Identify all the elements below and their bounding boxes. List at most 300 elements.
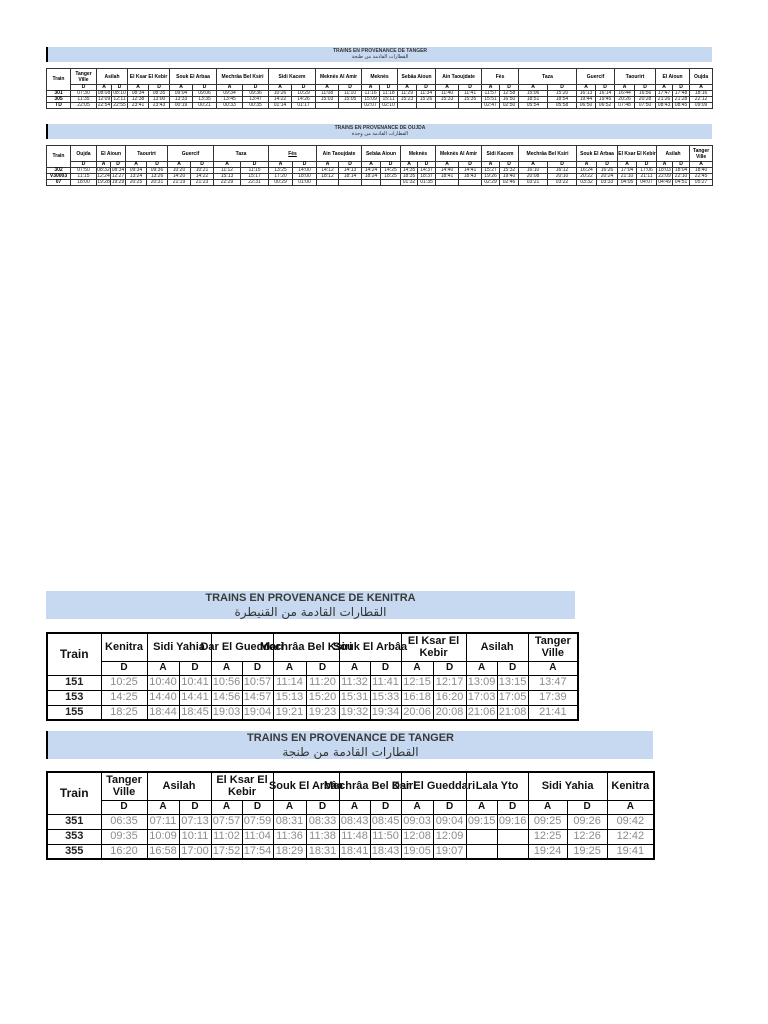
station-name: El Ksar El Kebir: [216, 774, 268, 799]
station-header: [269, 146, 317, 162]
arrival-label: A: [436, 162, 459, 168]
arrival-label: A: [607, 800, 654, 814]
departure-label: D: [101, 800, 147, 814]
time-cell: 10:56: [212, 676, 241, 688]
time-cell: 03:22: [548, 180, 577, 186]
time-cell: 06:35: [101, 814, 147, 829]
time-cell: [497, 844, 528, 859]
departure-label: D: [673, 85, 690, 91]
train-number: 305: [47, 97, 71, 103]
station-header: [126, 146, 168, 162]
train-number: TD: [47, 103, 71, 109]
time-cell: 21:11: [637, 174, 657, 180]
departure-label: D: [637, 162, 657, 168]
departure-label: D: [381, 162, 401, 168]
train-column-header: Train: [47, 772, 101, 814]
time-cell: 12:11: [113, 96, 126, 102]
time-cell: 13:25: [269, 168, 293, 174]
timetable-tanger-kenitra: [46, 771, 655, 860]
time-cell: 14:13: [339, 168, 362, 174]
time-cell: 10:29: [292, 91, 316, 97]
subheader-row: [47, 800, 654, 814]
time-cell: [497, 829, 528, 844]
time-cell: 02:29: [482, 180, 500, 186]
arrival-label: A: [170, 85, 193, 91]
time-cell: 20:10: [548, 174, 577, 180]
departure-label: D: [179, 800, 211, 814]
time-cell: 18:43: [370, 844, 401, 859]
time-cell: 20:22: [577, 174, 597, 180]
arrival-label: A: [273, 661, 306, 675]
train-number: 301: [47, 91, 71, 97]
time-cell: 19:34: [370, 705, 401, 720]
station-header: [690, 146, 713, 162]
station-name: Dar El Gueddari: [392, 780, 476, 793]
arrival-label: A: [214, 162, 241, 168]
arrival-label: A: [147, 800, 179, 814]
time-cell: 13:47: [243, 97, 269, 103]
time-cell: 22:54: [97, 102, 111, 108]
time-cell: 12:38: [128, 97, 149, 103]
station-header: [519, 146, 577, 162]
arrival-label: A: [690, 162, 713, 168]
station-header: [217, 69, 269, 85]
time-cell: [417, 103, 436, 109]
time-cell: 12:58: [500, 91, 519, 97]
arrival-label: A: [339, 800, 370, 814]
station-name: Asilah: [104, 73, 120, 80]
time-cell: 03:21: [519, 180, 548, 186]
arrival-label: A: [362, 162, 381, 168]
arrival-label: A: [217, 85, 243, 91]
station-header: [401, 633, 466, 661]
departure-label: D: [71, 85, 97, 91]
time-cell: 11:12: [214, 168, 241, 174]
departure-label: D: [500, 162, 519, 168]
time-cell: 23:41: [128, 103, 149, 109]
time-cell: 13:00: [149, 97, 170, 103]
time-cell: 19:29: [111, 179, 125, 185]
arrival-label: A: [147, 661, 179, 675]
station-name: Ain Taoujdate: [442, 73, 475, 80]
station-header: [618, 146, 657, 162]
time-cell: 22:05: [71, 103, 97, 109]
departure-label: D: [433, 661, 466, 675]
train-column-header: Train: [47, 633, 101, 675]
departure-label: D: [497, 661, 528, 675]
arrival-label: A: [656, 85, 673, 91]
time-cell: 13:09: [467, 676, 496, 688]
station-name: Souk El Arbâa: [332, 641, 408, 654]
arrival-label: A: [577, 85, 596, 91]
time-cell: 11:38: [306, 829, 339, 844]
station-header: [466, 633, 528, 661]
station-name: Tanger Ville: [692, 147, 710, 160]
time-cell: 14:25: [101, 690, 147, 705]
departure-label: D: [193, 85, 217, 91]
time-cell: 12:08: [401, 829, 433, 844]
timetable: [46, 632, 579, 721]
time-cell: 19:41: [607, 844, 654, 859]
time-cell: 19:28: [97, 179, 110, 185]
time-cell: 10:40: [147, 675, 179, 690]
time-cell: 20:25: [126, 180, 147, 186]
station-name: Taza: [235, 150, 247, 157]
arrival-label: A: [401, 800, 433, 814]
title-bar: [46, 731, 653, 759]
station-header: [615, 69, 656, 85]
time-cell: 18:41: [436, 174, 459, 180]
time-cell: 08:45: [371, 815, 400, 827]
departure-label: D: [380, 85, 398, 91]
arrival-label: A: [339, 661, 370, 675]
arrival-label: A: [401, 661, 433, 675]
time-cell: 01:14: [269, 103, 292, 109]
time-cell: 19:32: [339, 705, 370, 720]
time-cell: 08:43: [340, 815, 369, 827]
time-cell: [339, 180, 362, 186]
time-cell: 16:13: [577, 91, 596, 97]
station-name: Mechrâa Bel Ksiri: [259, 641, 353, 654]
time-cell: 21:06: [466, 705, 497, 720]
time-cell: 18:35: [401, 174, 418, 180]
time-cell: 13:35: [193, 97, 217, 103]
time-cell: 11:04: [242, 829, 273, 844]
time-cell: 18:24: [362, 174, 381, 180]
time-cell: 18:00: [71, 180, 97, 186]
time-cell: 15:05: [339, 97, 362, 103]
table-row: [47, 705, 578, 720]
departure-label: D: [179, 661, 211, 675]
station-name: Kenitra: [611, 780, 650, 793]
time-cell: 08:08: [97, 90, 111, 96]
train-number: 355: [47, 844, 101, 859]
station-name: Sidi Yahia: [153, 641, 205, 654]
station-name: Oujda: [76, 150, 91, 157]
time-cell: 21:41: [528, 705, 578, 720]
time-cell: 22:55: [113, 102, 126, 108]
time-cell: 15:03: [316, 97, 339, 103]
time-cell: [459, 103, 482, 109]
time-cell: 09:25: [528, 814, 567, 829]
table-row: [47, 690, 578, 705]
time-cell: 07:48: [615, 103, 635, 109]
time-cell: 18:43: [459, 174, 482, 180]
departure-label: D: [417, 85, 436, 91]
station-name: Lala Yto: [475, 780, 519, 793]
time-cell: 01:00: [293, 180, 317, 186]
time-cell: 21:28: [673, 97, 690, 103]
time-cell: 14:25: [381, 168, 401, 174]
time-cell: 09:04: [170, 91, 193, 97]
time-cell: 15:31: [340, 691, 369, 703]
time-cell: 17:52: [211, 844, 242, 859]
header-row: [47, 69, 713, 85]
time-cell: 03:33: [597, 180, 618, 186]
station-name: Asilah: [162, 780, 196, 793]
arrival-label: A: [690, 85, 713, 91]
station-name: Mechrâa Bel Ksiri: [526, 150, 569, 157]
time-cell: 10:26: [269, 91, 292, 97]
time-cell: 14:41: [179, 690, 211, 705]
time-cell: 15:23: [398, 97, 417, 103]
departure-label: D: [497, 800, 528, 814]
time-cell: 04:07: [637, 180, 657, 186]
departure-label: D: [459, 162, 482, 168]
time-cell: 19:05: [401, 844, 433, 859]
station-header: [128, 69, 170, 85]
time-cell: 14:24: [362, 168, 381, 174]
time-cell: 11:36: [273, 829, 306, 844]
time-cell: 16:44: [615, 91, 635, 97]
time-cell: 17:04: [618, 168, 637, 174]
train-number: 153: [47, 690, 101, 705]
station-header: [317, 146, 362, 162]
time-cell: 02:47: [482, 103, 500, 109]
arrival-label: A: [482, 162, 500, 168]
time-cell: 11:57: [482, 91, 500, 97]
time-cell: 14:37: [418, 168, 436, 174]
time-cell: 20:08: [433, 705, 466, 720]
station-name: Fès: [495, 73, 505, 80]
station-name: Asilah: [480, 641, 514, 654]
arrival-label: A: [97, 85, 112, 91]
time-cell: 11:10: [339, 91, 362, 97]
station-name: Meknès: [408, 150, 428, 157]
time-cell: 11:16: [362, 91, 380, 97]
departure-label: D: [306, 661, 339, 675]
departure-label: D: [149, 85, 170, 91]
station-name: Sebâa Aioun: [365, 150, 397, 157]
timetable: [46, 145, 713, 186]
time-cell: 11:35: [71, 97, 97, 103]
station-name: Souk El Arbaa: [176, 73, 210, 80]
station-name: Tanger Ville: [534, 635, 571, 660]
time-cell: 19:04: [242, 705, 273, 720]
time-cell: 17:54: [242, 844, 273, 859]
time-cell: 02:07: [362, 103, 380, 109]
table-row: [47, 829, 654, 844]
station-header: [332, 633, 408, 661]
time-cell: [362, 180, 381, 186]
table-row: [47, 180, 713, 186]
time-cell: 15:11: [380, 97, 398, 103]
station-name: Tanger Ville: [75, 70, 92, 83]
time-cell: 18:16: [690, 91, 713, 97]
station-header: [466, 772, 528, 800]
time-cell: 00:19: [170, 103, 193, 109]
arrival-label: A: [362, 85, 380, 91]
time-cell: 14:56: [212, 691, 241, 703]
time-cell: 15:06: [519, 91, 548, 97]
time-cell: 00:21: [193, 103, 217, 109]
time-cell: 15:09: [362, 97, 380, 103]
station-header: [97, 146, 126, 162]
arrival-label: A: [128, 85, 149, 91]
time-cell: 07:59: [243, 815, 272, 827]
time-cell: 11:48: [339, 829, 370, 844]
station-name: Sidi Yahia: [541, 780, 594, 793]
time-cell: [466, 844, 497, 859]
time-cell: 20:06: [401, 705, 433, 720]
time-cell: 15:51: [482, 97, 500, 103]
departure-label: D: [597, 162, 618, 168]
time-cell: 12:42: [607, 829, 654, 844]
time-cell: 09:35: [101, 829, 147, 844]
station-header: [392, 772, 476, 800]
time-cell: 01:35: [418, 180, 436, 186]
time-cell: 18:54: [548, 97, 577, 103]
station-header: [168, 146, 214, 162]
time-cell: 08:33: [306, 814, 339, 829]
time-cell: 10:09: [147, 829, 179, 844]
time-cell: 15:13: [214, 174, 241, 180]
timetable: [46, 771, 655, 860]
time-cell: 14:40: [436, 168, 459, 174]
time-cell: 16:10: [519, 168, 548, 174]
time-cell: 08:34: [128, 91, 149, 97]
station-header: [101, 633, 147, 661]
station-name: El Aioun: [100, 150, 122, 157]
arrival-label: A: [466, 661, 497, 675]
time-cell: 02:50: [500, 103, 519, 109]
time-cell: 13:26: [147, 174, 168, 180]
table-title-arabic: القطارات القادمة من وجدة: [351, 131, 409, 137]
time-cell: 07:11: [147, 814, 179, 829]
time-cell: 05:54: [519, 103, 548, 109]
time-cell: [466, 829, 497, 844]
time-cell: 15:32: [500, 168, 519, 174]
timetable-oujda-tanger: [46, 145, 713, 186]
time-cell: 18:03: [658, 167, 671, 173]
departure-label: D: [242, 661, 273, 675]
time-cell: 14:20: [168, 174, 191, 180]
time-cell: 17:00: [179, 844, 211, 859]
train-number: 155: [47, 705, 101, 720]
time-cell: 16:50: [500, 97, 519, 103]
time-cell: 18:00: [293, 174, 317, 180]
departure-label: D: [418, 162, 436, 168]
time-cell: 15:33: [371, 691, 400, 703]
arrival-label: A: [519, 162, 548, 168]
time-cell: 16:20: [433, 690, 466, 705]
station-name: El Ksar El Kebir: [129, 73, 168, 80]
departure-label: D: [191, 162, 214, 168]
departure-label: D: [370, 661, 401, 675]
station-header: [362, 69, 398, 85]
time-cell: 18:04: [673, 168, 690, 174]
time-cell: 00:33: [217, 103, 243, 109]
station-header: [519, 69, 577, 85]
time-cell: 22:29: [214, 180, 241, 186]
station-name: Souk El Arbaa: [580, 150, 614, 157]
station-header: [528, 633, 578, 661]
departure-label: D: [339, 85, 362, 91]
time-cell: 15:20: [548, 91, 577, 97]
time-cell: 00:35: [243, 103, 269, 109]
time-cell: 12:27: [111, 173, 125, 179]
time-cell: 14:00: [293, 168, 317, 174]
departure-label: D: [241, 162, 269, 168]
time-cell: 08:35: [149, 91, 170, 97]
time-cell: 15:26: [417, 97, 436, 103]
arrival-label: A: [211, 800, 242, 814]
arrival-label: A: [528, 661, 578, 675]
time-cell: 07:13: [179, 814, 211, 829]
time-cell: 11:29: [398, 91, 417, 97]
time-cell: 19:25: [567, 844, 607, 859]
time-cell: [436, 103, 459, 109]
time-cell: 04:05: [618, 180, 637, 186]
time-cell: 10:11: [179, 829, 211, 844]
departure-label: D: [500, 85, 519, 91]
station-header: [657, 146, 690, 162]
time-cell: 13:33: [170, 97, 193, 103]
time-cell: 20:08: [519, 174, 548, 180]
time-cell: 12:26: [567, 829, 607, 844]
time-cell: 17:05: [498, 691, 527, 703]
station-header: [147, 772, 211, 800]
station-header: [401, 146, 436, 162]
title-bar: [46, 47, 712, 62]
time-cell: 18:45: [179, 705, 211, 720]
time-cell: 16:26: [597, 168, 618, 174]
time-cell: 18:31: [306, 844, 339, 859]
time-cell: 12:17: [433, 675, 466, 690]
time-cell: [381, 180, 401, 186]
arrival-label: A: [317, 162, 339, 168]
arrival-label: A: [273, 800, 306, 814]
arrival-label: A: [528, 800, 567, 814]
time-cell: 21:26: [656, 97, 673, 103]
time-cell: 09:03: [401, 814, 433, 829]
departure-label: D: [370, 800, 401, 814]
arrival-label: A: [577, 162, 597, 168]
time-cell: 12:15: [401, 675, 433, 690]
time-cell: 02:10: [380, 103, 398, 109]
time-cell: 01:17: [292, 103, 316, 109]
time-cell: 14:22: [191, 174, 214, 180]
table-title-arabic: القطارات القادمة من طنجة: [351, 54, 409, 60]
station-name: Guercif: [181, 150, 200, 157]
time-cell: 17:48: [673, 91, 690, 97]
departure-label: D: [242, 800, 273, 814]
train-number: 151: [47, 675, 101, 690]
time-cell: 15:33: [436, 97, 459, 103]
arrival-label: A: [436, 85, 459, 91]
time-cell: [459, 180, 482, 186]
station-header: [259, 633, 353, 661]
station-header: [436, 146, 482, 162]
time-cell: 18:14: [339, 174, 362, 180]
departure-label: D: [433, 800, 466, 814]
time-cell: 16:24: [577, 168, 597, 174]
station-name: Oujda: [693, 73, 709, 80]
station-header: [607, 772, 654, 800]
station-name: Meknès: [370, 73, 389, 80]
time-cell: 09:04: [433, 814, 466, 829]
time-cell: [339, 103, 362, 109]
time-cell: 10:41: [179, 675, 211, 690]
time-cell: 07:57: [212, 815, 241, 827]
time-cell: 11:15: [71, 174, 97, 180]
table-title: TRAINS EN PROVENANCE DE TANGER: [332, 48, 428, 54]
time-cell: 18:25: [381, 174, 401, 180]
time-cell: 10:21: [191, 168, 214, 174]
timetable-kenitra-tanger: [46, 632, 579, 721]
station-name: El Aioun: [662, 73, 683, 80]
time-cell: 09:09: [690, 103, 713, 109]
